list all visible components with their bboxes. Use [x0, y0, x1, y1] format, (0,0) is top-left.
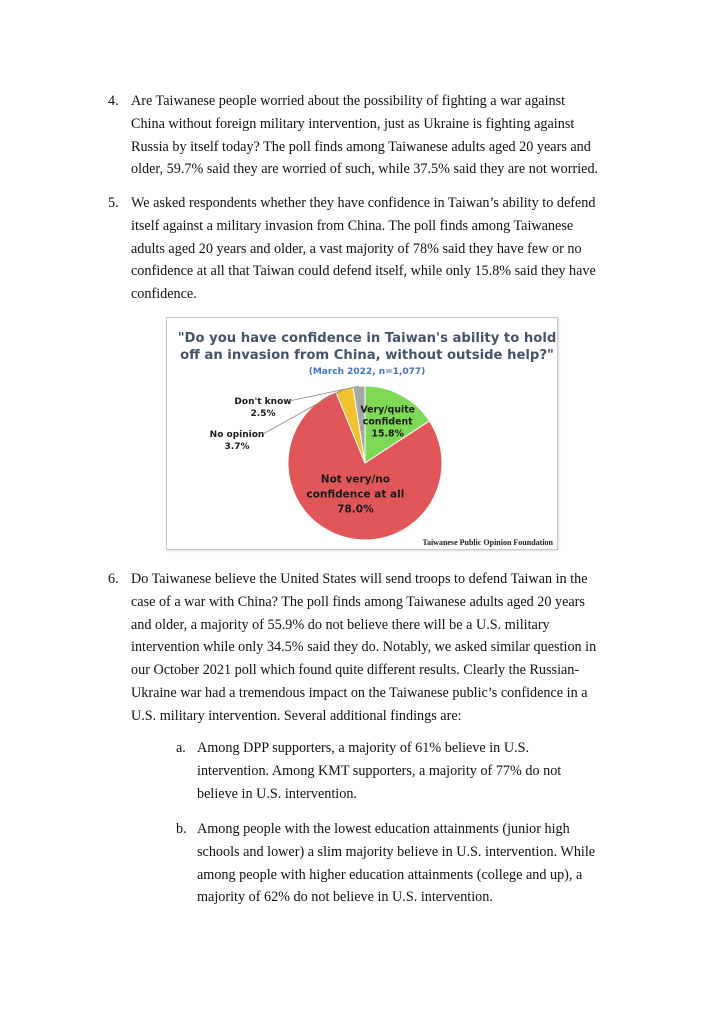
list-item-text	[131, 568, 596, 728]
pie-slice-label: No opinion	[209, 430, 265, 440]
sub-list-item-letter: a.	[176, 740, 186, 756]
chart-title-line: off an invasion from China, without outside help?"	[180, 348, 554, 363]
text-line: itself against a military invasion from China. The poll finds among Taiwanese	[131, 217, 574, 234]
text-line: adults aged 20 years and older, a vast majority of 78% said they have few or no	[131, 240, 582, 257]
text-line: intervention while only 34.5% said they do. Notably, we asked similar question in	[131, 639, 597, 656]
text-line: We asked respondents whether they have confidence in Taiwan’s ability to defend	[131, 195, 596, 211]
text-line: intervention. Among KMT supporters, a majority of 77% do not	[197, 762, 562, 779]
list-item-number: 5.	[108, 195, 119, 211]
text-line: Russia by itself today? The poll finds among Taiwanese adults aged 20 years and	[131, 138, 591, 155]
text-line: confidence.	[131, 286, 197, 303]
list-item-number: 4.	[108, 93, 119, 109]
text-line: Among DPP supporters, a majority of 61% believe in U.S.	[197, 740, 530, 756]
sub-list-item-text	[197, 818, 595, 909]
text-line: our October 2021 poll which found quite different results. Clearly the Russian-	[131, 662, 580, 679]
sub-list-item-letter: b.	[176, 821, 187, 837]
text-line: Do Taiwanese believe the United States will send troops to defend Taiwan in the	[131, 571, 588, 587]
text-line: majority of 62% do not believe in U.S. intervention.	[197, 889, 493, 906]
pie-chart-figure	[166, 317, 558, 550]
list-item-number: 6.	[108, 571, 119, 587]
pie-slice-label: 2.5%	[250, 409, 276, 419]
text-line: case of a war with China? The poll finds among Taiwanese adults aged 20 years	[131, 593, 585, 610]
pie-chart	[167, 318, 557, 549]
pie-slice-label: Not very/no	[320, 473, 391, 486]
text-line: schools and lower) a slim majority believe in U.S. intervention. While	[197, 843, 596, 860]
text-line: Ukraine war had a tremendous impact on the Taiwanese public’s confidence in a	[131, 684, 588, 701]
chart-title-line: "Do you have confidence in Taiwan's ability to hold	[177, 331, 557, 346]
text-line: and older, a majority of 55.9% do not believe there will be a U.S. military	[131, 616, 550, 633]
pie-slice-label: Very/quite	[360, 404, 416, 416]
pie-slice-label: confidence at all	[306, 488, 405, 501]
list-item-text	[131, 192, 596, 306]
chart-source: Taiwanese Public Opinion Foundation	[422, 538, 553, 547]
sub-list-item-text	[197, 737, 561, 805]
pie-slice-label: 78.0%	[337, 503, 374, 516]
pie-slice-label: 3.7%	[224, 442, 250, 452]
text-line: U.S. military intervention. Several additional findings are:	[131, 707, 462, 724]
text-line: among people with higher education attainments (college and up), a	[197, 866, 583, 883]
text-line: China without foreign military intervention, just as Ukraine is fighting against	[131, 115, 575, 132]
pie-slice-label: confident	[362, 416, 413, 428]
list-item-text	[131, 90, 598, 181]
text-line: Are Taiwanese people worried about the possibility of fighting a war against	[131, 93, 566, 109]
text-line: believe in U.S. intervention.	[197, 785, 357, 802]
pie-slice-label: 15.8%	[371, 428, 404, 440]
chart-subtitle: (March 2022, n=1,077)	[308, 367, 426, 377]
text-line: confidence at all that Taiwan could defend itself, while only 15.8% said they have	[131, 263, 596, 280]
pie-slice-label: Don't know	[234, 397, 292, 407]
text-line: Among people with the lowest education attainments (junior high	[197, 821, 570, 837]
text-line: older, 59.7% said they are worried of such, while 37.5% said they are not worried.	[131, 161, 599, 178]
